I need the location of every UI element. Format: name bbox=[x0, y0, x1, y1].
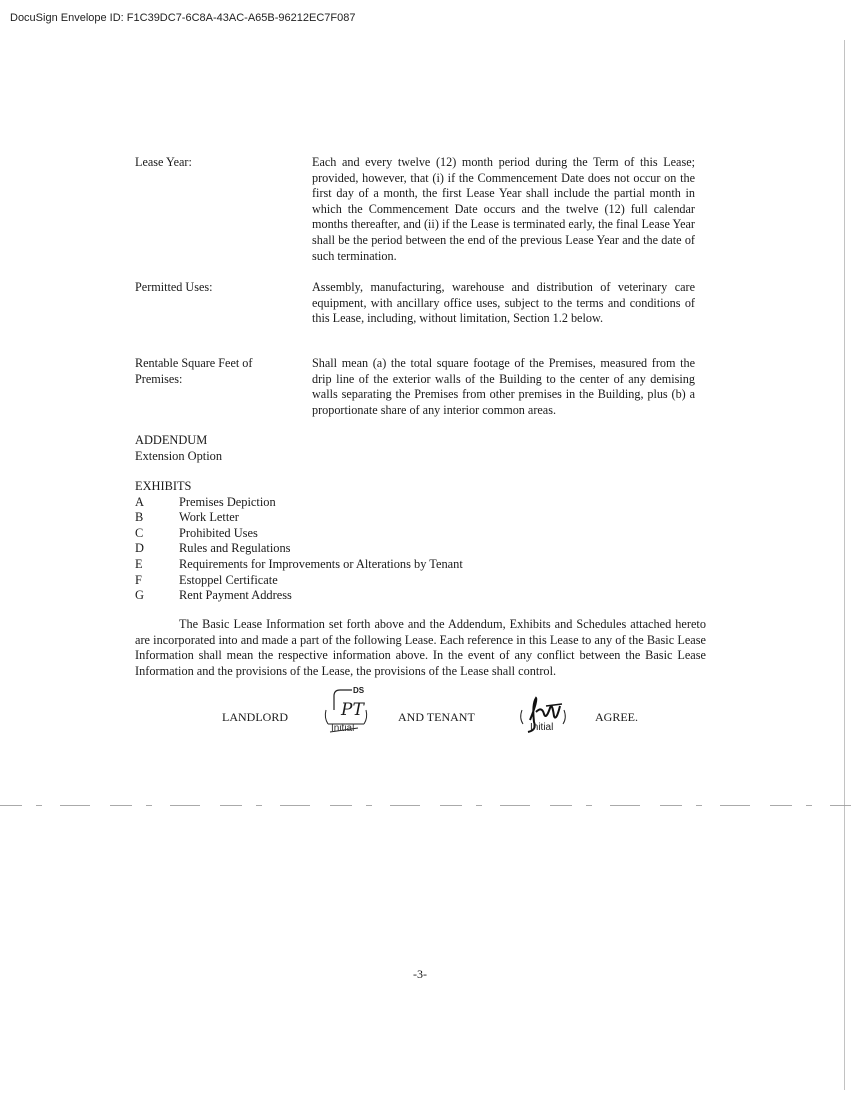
and-tenant-label: AND TENANT bbox=[398, 710, 475, 724]
definition-term: Rentable Square Feet of Premises: bbox=[135, 356, 253, 386]
ds-tag: DS bbox=[353, 686, 365, 695]
definition-term: Lease Year: bbox=[135, 155, 192, 169]
exhibit-title: Rules and Regulations bbox=[179, 541, 291, 556]
tenant-initial-box[interactable] bbox=[518, 694, 570, 738]
paragraph-text: The Basic Lease Information set forth above and the Addendum, Exhibits and Schedules attached hereto are incorporated into and made a part of the following Lease. Each reference in this Lease to any of the Basic Lease Information shall mean the respective information above. In the event of any conflict between the Basic Lease Information and the provisions of the Lease, the provisions of the Lease shall control. bbox=[135, 617, 706, 678]
exhibit-row bbox=[135, 588, 463, 604]
exhibit-title: Estoppel Certificate bbox=[179, 572, 278, 587]
definition-body: Shall mean (a) the total square footage of the Premises, measured from the drip line of the exterior walls of the Building to the center of any demising walls separating the Premises from other premises in the Building, plus (b) a proportionate share of any interior common areas. bbox=[312, 356, 695, 417]
exhibit-row bbox=[135, 557, 463, 573]
exhibit-letter: B bbox=[135, 510, 144, 525]
definition-rentable-square-feet bbox=[135, 356, 695, 418]
exhibit-row bbox=[135, 541, 463, 557]
definition-lease-year bbox=[135, 155, 695, 264]
envelope-id: DocuSign Envelope ID: F1C39DC7-6C8A-43AC-A65B-96212EC7F087 bbox=[10, 12, 356, 24]
definition-term: Permitted Uses: bbox=[135, 280, 213, 294]
exhibit-title: Work Letter bbox=[179, 510, 239, 525]
exhibit-row bbox=[135, 495, 463, 511]
exhibit-letter: D bbox=[135, 541, 144, 556]
incorporation-paragraph bbox=[135, 617, 706, 679]
addendum-section bbox=[135, 433, 222, 464]
landlord-initial-box[interactable] bbox=[322, 684, 374, 738]
definition-permitted-uses bbox=[135, 280, 695, 327]
landlord-label: LANDLORD bbox=[222, 710, 288, 724]
exhibit-title: Requirements for Improvements or Alterations by Tenant bbox=[179, 556, 463, 571]
scan-edge-line bbox=[844, 40, 845, 1090]
exhibit-letter: E bbox=[135, 556, 143, 571]
exhibit-row bbox=[135, 510, 463, 526]
addendum-heading: ADDENDUM bbox=[135, 433, 208, 447]
exhibit-letter: A bbox=[135, 494, 144, 509]
tenant-initial-caption: Initial bbox=[530, 722, 554, 733]
definition-body: Each and every twelve (12) month period during the Term of this Lease; provided, however, that (i) if the Commencement Date does not occur on the first day of a month, the first Lease Year shall include the partial month in which the Commencement Date occurs and the twelve (12) full calendar months thereafter, and (ii) if the Lease is terminated early, the final Lease Year shall be the period between the end of the previous Lease Year and the date of such termination. bbox=[312, 155, 695, 263]
scan-dashed-line bbox=[0, 804, 851, 806]
exhibits-heading: EXHIBITS bbox=[135, 479, 192, 493]
exhibit-letter: F bbox=[135, 572, 142, 587]
addendum-item: Extension Option bbox=[135, 448, 223, 463]
exhibits-section bbox=[135, 479, 463, 604]
exhibit-row bbox=[135, 573, 463, 589]
definition-body: Assembly, manufacturing, warehouse and distribution of veterinary care equipment, with ancillary office uses, subject to the terms and conditions of this Lease, including, without limitation, Section 1.2 below. bbox=[312, 280, 695, 326]
exhibit-row bbox=[135, 526, 463, 542]
page-number: -3- bbox=[413, 967, 427, 981]
exhibit-title: Prohibited Uses bbox=[179, 525, 258, 540]
exhibit-title: Rent Payment Address bbox=[179, 588, 292, 603]
exhibit-title: Premises Depiction bbox=[179, 494, 276, 509]
initial-caption: Initial bbox=[331, 723, 355, 734]
exhibit-letter: C bbox=[135, 525, 144, 540]
landlord-initials: PT bbox=[341, 700, 364, 720]
agree-label: AGREE. bbox=[595, 710, 638, 724]
exhibit-letter: G bbox=[135, 588, 144, 603]
